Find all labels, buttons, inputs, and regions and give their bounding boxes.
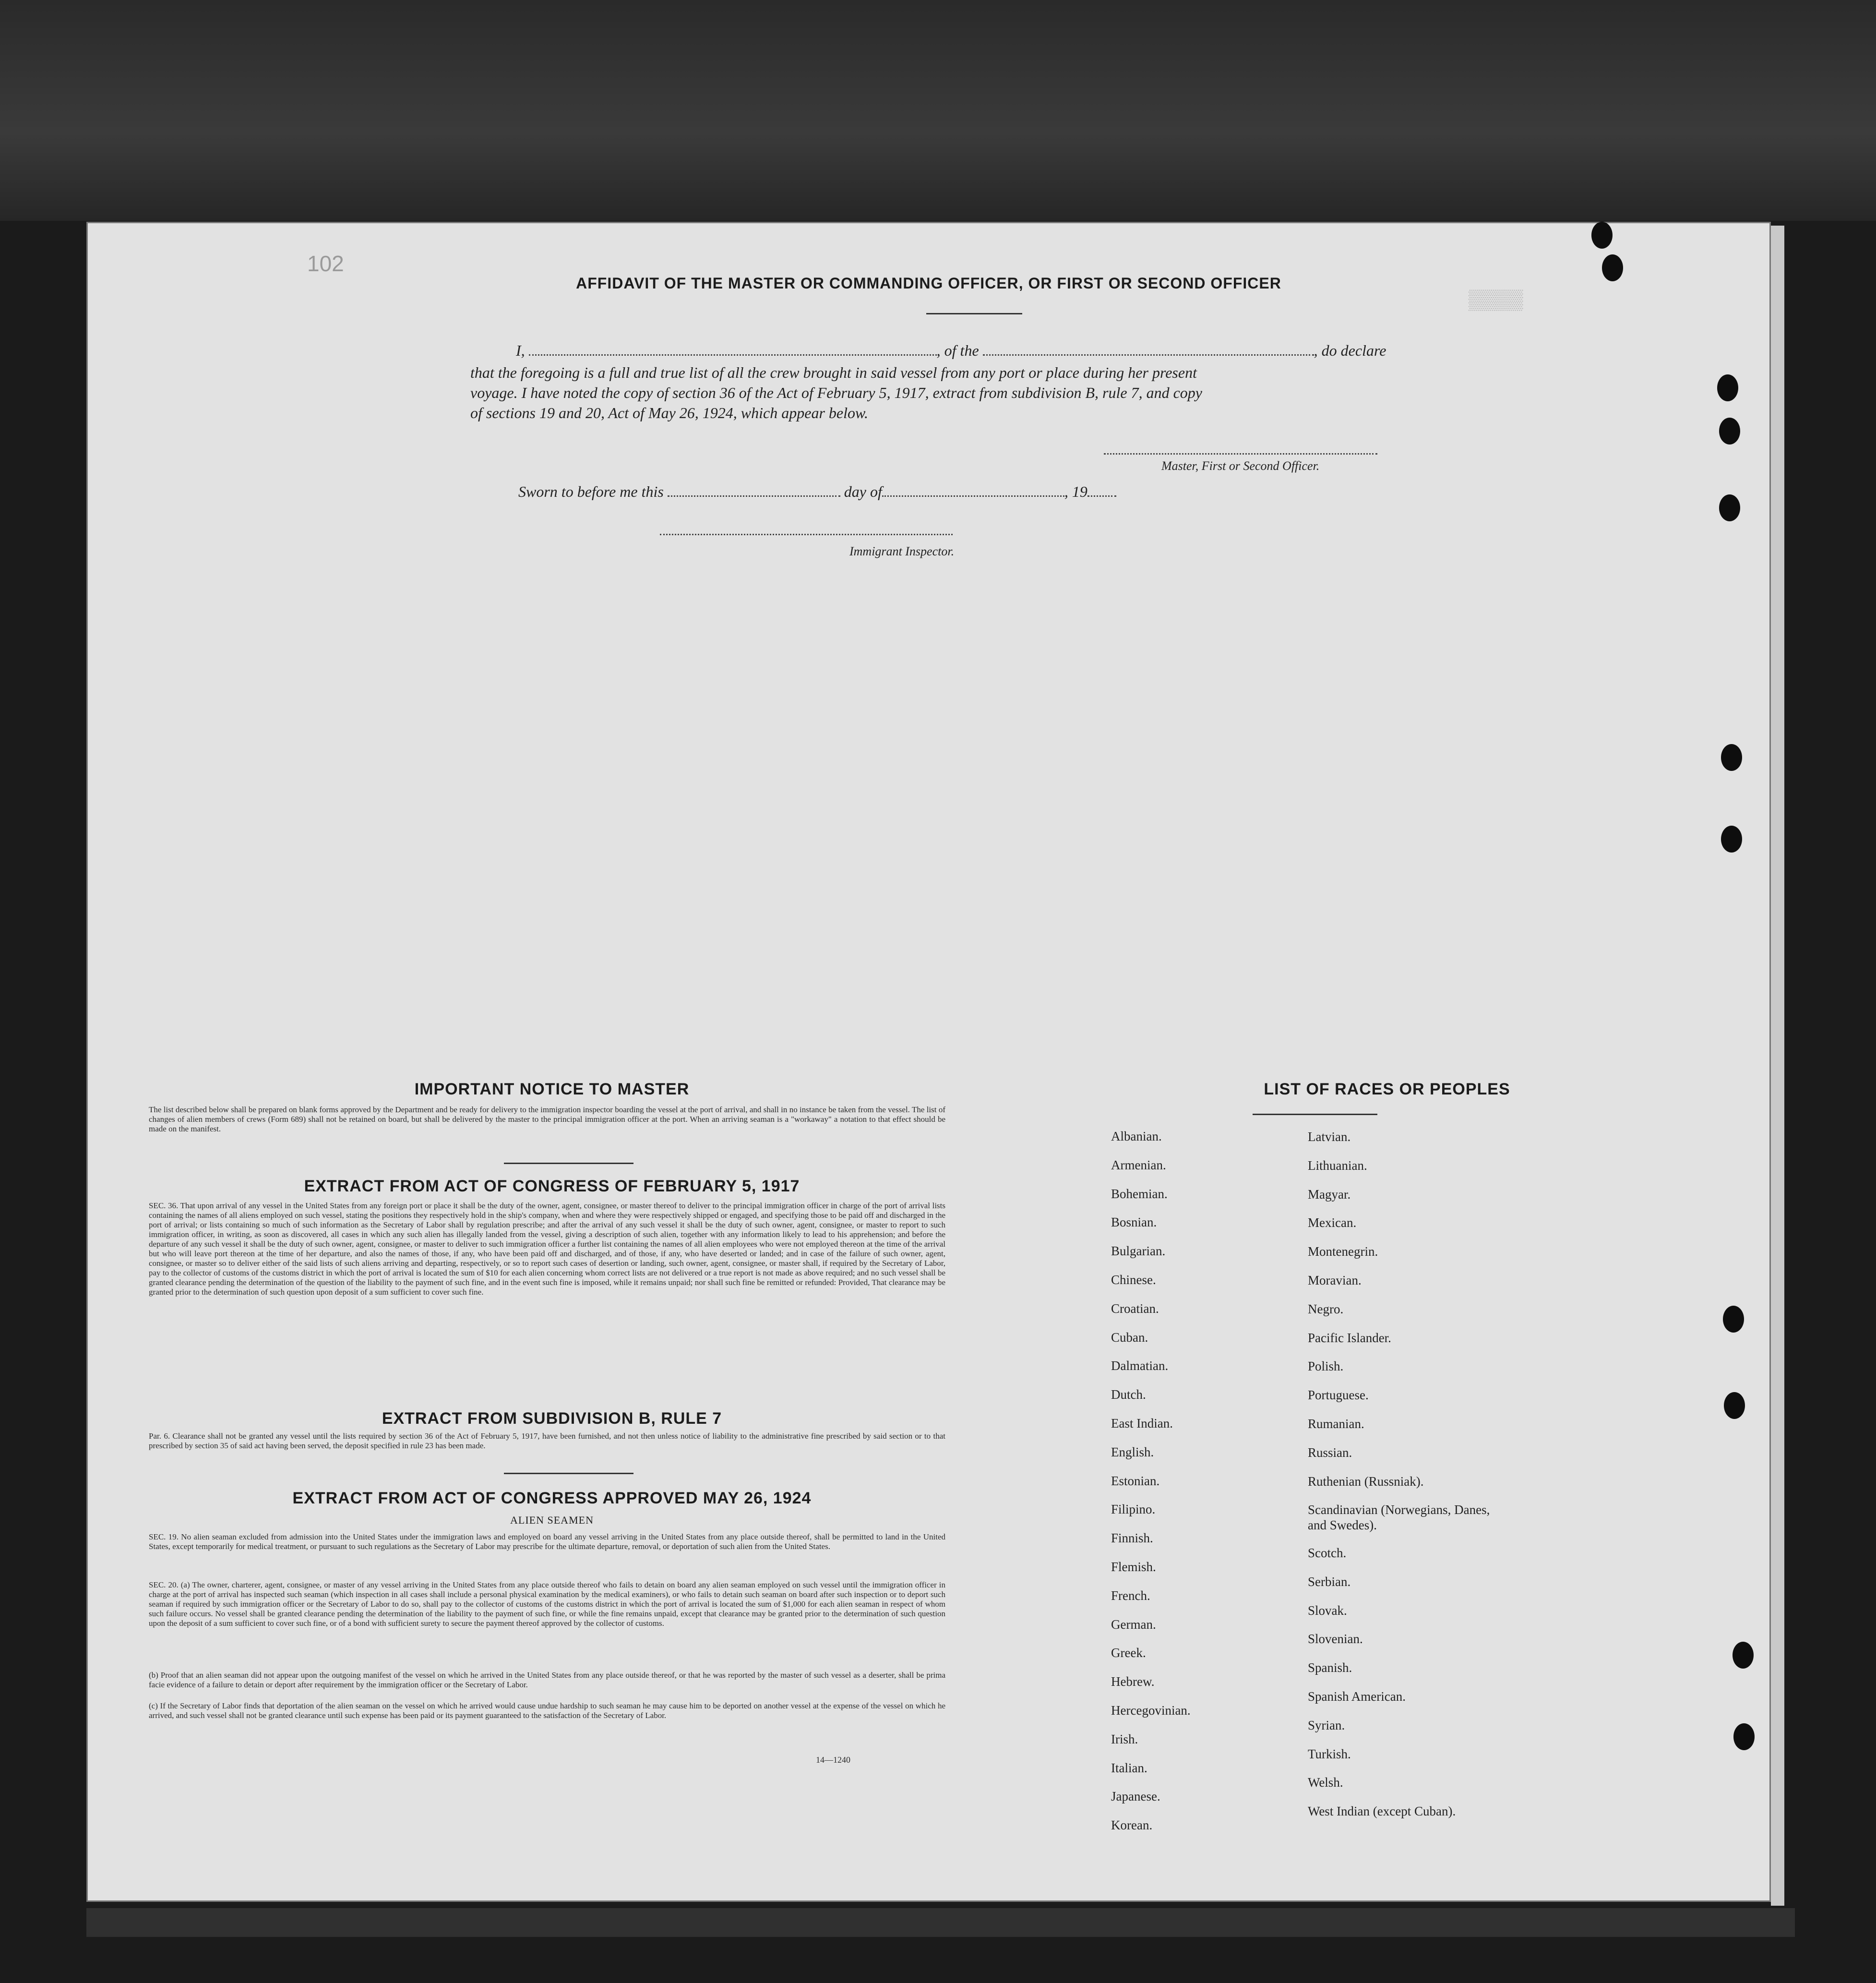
binder-hole [1719, 418, 1740, 445]
extract3-subtitle: ALIEN SEAMEN [510, 1514, 594, 1526]
notice-title: IMPORTANT NOTICE TO MASTER [414, 1080, 690, 1098]
race-item: Irish. [1111, 1731, 1138, 1746]
race-item: Korean. [1111, 1818, 1153, 1833]
affidavit-line-2: that the foregoing is a full and true list of all the crew brought in said vessel from any port or place during her present [470, 364, 1197, 381]
race-item: Spanish. [1308, 1660, 1352, 1675]
inspector-caption: Immigrant Inspector. [849, 544, 955, 558]
race-item: Bulgarian. [1111, 1244, 1166, 1259]
name-blank [529, 354, 937, 356]
extract2-rule [504, 1473, 633, 1474]
race-item: Lithuanian. [1308, 1158, 1367, 1173]
extract1-title: EXTRACT FROM ACT OF CONGRESS OF FEBRUARY 5, 1917 [304, 1177, 800, 1195]
binder-hole [1733, 1642, 1754, 1669]
inspector-signature-line [660, 534, 953, 535]
affidavit-declare: , do declare [1314, 342, 1386, 359]
race-item: Dalmatian. [1111, 1358, 1169, 1373]
binder-hole [1721, 826, 1742, 853]
document-page [86, 222, 1771, 1902]
affidavit-of-the: , of the [936, 342, 979, 359]
page-edge [1771, 226, 1784, 1906]
race-item: East Indian. [1111, 1416, 1173, 1430]
bleed-through-mark: ▒▒▒▒ [1469, 289, 1523, 310]
binder-hole [1733, 1723, 1755, 1750]
race-item: Scotch. [1308, 1546, 1347, 1560]
race-item: Ruthenian (Russniak). [1308, 1474, 1424, 1489]
sworn-year: , 19 [1064, 483, 1087, 500]
binder-hole [1719, 494, 1740, 521]
race-item: Polish. [1308, 1359, 1344, 1374]
binder-hole [1591, 222, 1613, 249]
affidavit-line-4: of sections 19 and 20, Act of May 26, 1924, which appear below. [470, 404, 868, 421]
sworn-day-of: day of [844, 483, 882, 500]
notice-body: The list described below shall be prepared on blank forms approved by the Department and be ready for delivery to the immigration inspector boarding the vessel at the port of arrival, and shall in no instance be taken from the vessel. The list of changes of alien members of crews (Form 689) shall not be retained on board, but shall be delivered by the master to the principal immigration officer at the port. When an arriving seaman is a "workaway" a notation to that effect should be made on the manifest. [149, 1105, 945, 1133]
race-item: Spanish American. [1308, 1689, 1406, 1704]
extract3-sec20c: (c) If the Secretary of Labor finds that deportation of the alien seaman on the vessel on which he arrived would cause undue hardship to such seaman he may cause him to be deported on another vessel at the expense of the vessel on which he arrived, and such vessel shall not be granted clearance until such expense has been paid or its payment guaranteed to the satisfaction of the Secretary of Labor. [149, 1701, 945, 1720]
races-rule [1253, 1114, 1377, 1115]
affidavit-line-3: voyage. I have noted the copy of section 36 of the Act of February 5, 1917, extract from subdivision B, rule 7, and copy [470, 384, 1202, 401]
race-item: Mexican. [1308, 1215, 1357, 1230]
race-item: Hebrew. [1111, 1674, 1155, 1689]
sworn-line [518, 483, 1116, 501]
race-item: West Indian (except Cuban). [1308, 1804, 1456, 1819]
race-item: Cuban. [1111, 1330, 1148, 1345]
extract3-title: EXTRACT FROM ACT OF CONGRESS APPROVED MAY 26, 1924 [292, 1489, 812, 1507]
binder-hole [1724, 1392, 1745, 1419]
race-item: Syrian. [1308, 1718, 1345, 1732]
race-item: Welsh. [1308, 1775, 1343, 1790]
race-item: Hercegovinian. [1111, 1703, 1191, 1718]
affidavit-title: AFFIDAVIT OF THE MASTER OR COMMANDING OFFICER, OR FIRST OR SECOND OFFICER [576, 275, 1281, 292]
races-title: LIST OF RACES OR PEOPLES [1264, 1080, 1510, 1098]
race-item: English. [1111, 1444, 1154, 1459]
affidavit-i: I, [516, 342, 525, 359]
binder-hole [1723, 1306, 1744, 1333]
extract3-sec20a: SEC. 20. (a) The owner, charterer, agent, consignee, or master of any vessel arriving in the United States from any place outside thereof who fails to detain on board any alien seaman employed on such vessel until the immigration officer in charge at the port of arrival has inspected such seaman (which inspection in all cases shall include a personal physical examination by the medical examiners), or who fails to detain such seaman on board after such inspection or to deport such seaman if required by such immigration officer or the Secretary of Labor to do so, shall pay to the collector of customs of the customs district in which the port of arrival is located the sum of $1,000 for each alien seaman in respect of whom such failure occurs. No vessel shall be granted clearance pending the determination of the liability to the payment of such fine, or while the fine remains unpaid, except that clearance may be granted prior to the determination of such question upon the deposit of a sum sufficient to cover such fine, or of a bond with sufficient surety to secure the payment thereof approved by the collector of customs. [149, 1580, 945, 1628]
month-blank [882, 495, 1064, 497]
race-item: Croatian. [1111, 1301, 1159, 1316]
race-item: Rumanian. [1308, 1417, 1364, 1431]
race-item: Slovenian. [1308, 1632, 1363, 1646]
extract3-sec19: SEC. 19. No alien seaman excluded from admission into the United States under the immigration laws and employed on board any vessel arriving in the United States from any place outside thereof, shall be permitted to land in the United States, except temporarily for medical treatment, or pursuant to such regulations as the Secretary of Labor may prescribe for the ultimate departure, removal, or deportation of such alien from the United States. [149, 1532, 945, 1551]
vessel-blank [983, 354, 1314, 356]
race-item: Estonian. [1111, 1473, 1160, 1488]
race-item: Slovak. [1308, 1603, 1347, 1618]
race-item: Serbian. [1308, 1574, 1351, 1589]
race-item: Moravian. [1308, 1273, 1362, 1287]
race-item: Greek. [1111, 1646, 1146, 1660]
scanner-background [0, 0, 1876, 221]
race-item: Italian. [1111, 1760, 1147, 1775]
day-blank [668, 495, 840, 497]
sworn-text: Sworn to before me this [518, 483, 664, 500]
binder-hole [1717, 374, 1738, 401]
binder-hole [1602, 254, 1623, 281]
year-blank [1087, 495, 1116, 497]
race-item: Bohemian. [1111, 1186, 1168, 1201]
binder-hole [1721, 744, 1742, 771]
affidavit-line-1 [516, 342, 1386, 360]
notice-rule [504, 1163, 633, 1164]
margin-mark: 102 [307, 251, 344, 276]
race-item: Filipino. [1111, 1502, 1156, 1517]
race-item: Latvian. [1308, 1130, 1351, 1144]
race-item: Russian. [1308, 1445, 1352, 1460]
extract1-body: SEC. 36. That upon arrival of any vessel in the United States from any foreign port or place it shall be the duty of the owner, agent, consignee, or master thereof to deliver to the principal immigration officer in charge of the port of arrival lists containing the names of all aliens employed on such vessel, stating the positions they respectively hold in the ship's company, when and where they were respectively shipped or engaged, and specifying those to be paid off and discharged in the port of arrival; or lists containing so much of such information as the Secretary of Labor shall by regulation prescribe; and after the arrival of any such vessel it shall be the duty of such owner, agent, consignee, or master to report to such immigration officer, in writing, as soon as discovered, all cases in which any such alien has illegally landed from the vessel, giving a description of such alien, together with any information likely to lead to his apprehension; and before the departure of any such vessel it shall be the duty of such owner, agent, consignee, or master to deliver to such immigration officer a further list containing the names of all alien employees who were not employed thereon at the time of the arrival but who will leave port thereon at the time of her departure, and also the names of those, if any, who have been paid off and discharged, and of those, if any, who have deserted or landed; and in case of the failure of such owner, agent, consignee, or master so to deliver either of the said lists of such aliens arriving and departing, respectively, or so to report such cases of desertion or landing, such owner, agent, consignee, or master shall, if required by the Secretary of Labor, pay to the collector of customs of the customs district in which the port of arrival is located the sum of $10 for each alien concerning whom correct lists are not delivered or a true report is not made as above required; and no such vessel shall be granted clearance pending the determination of the question of the liability to the payment of such fine, and in the event such fine is imposed, while it remains unpaid; nor shall such fine be remitted or refunded: Provided, That clearance may be granted prior to the determination of such question upon deposit of a sum sufficient to cover such fine. [149, 1201, 945, 1297]
race-item: Finnish. [1111, 1531, 1153, 1546]
race-item: Pacific Islander. [1308, 1330, 1391, 1345]
title-rule [926, 313, 1022, 314]
extract2-body: Par. 6. Clearance shall not be granted any vessel until the lists required by section 36 of the Act of February 5, 1917, have been furnished, and not then unless notice of liability to the administrative fine prescribed by said section or to that prescribed by section 35 of said act having been served, the deposit specified in rule 23 has been made. [149, 1431, 945, 1450]
race-item: Japanese. [1111, 1789, 1160, 1804]
race-item: Chinese. [1111, 1273, 1156, 1287]
extract2-title: EXTRACT FROM SUBDIVISION B, RULE 7 [382, 1409, 722, 1428]
form-number: 14—1240 [816, 1755, 850, 1765]
race-item: Portuguese. [1308, 1388, 1369, 1403]
extract3-sec20b: (b) Proof that an alien seaman did not appear upon the outgoing manifest of the vessel on which he arrived in the United States from any place outside thereof, or that he was reported by the master of such vessel as a deserter, shall be prima facie evidence of a failure to detain or deport after requirement by the immigration officer or the Secretary of Labor. [149, 1671, 945, 1689]
race-item: Negro. [1308, 1301, 1344, 1316]
race-item: Albanian. [1111, 1129, 1162, 1143]
page-shadow [86, 1908, 1795, 1937]
master-caption: Master, First or Second Officer. [1161, 459, 1320, 473]
race-item: German. [1111, 1617, 1156, 1632]
race-item: Dutch. [1111, 1387, 1146, 1402]
race-item: French. [1111, 1588, 1150, 1603]
race-item: Turkish. [1308, 1746, 1351, 1761]
race-item: Magyar. [1308, 1187, 1351, 1202]
master-signature-line [1104, 453, 1377, 455]
race-item: Bosnian. [1111, 1215, 1157, 1230]
race-item: Montenegrin. [1308, 1244, 1378, 1259]
race-item: Armenian. [1111, 1157, 1166, 1172]
race-item: Flemish. [1111, 1560, 1156, 1574]
race-item: Scandinavian (Norwegians, Danes, and Swedes). [1308, 1502, 1490, 1533]
